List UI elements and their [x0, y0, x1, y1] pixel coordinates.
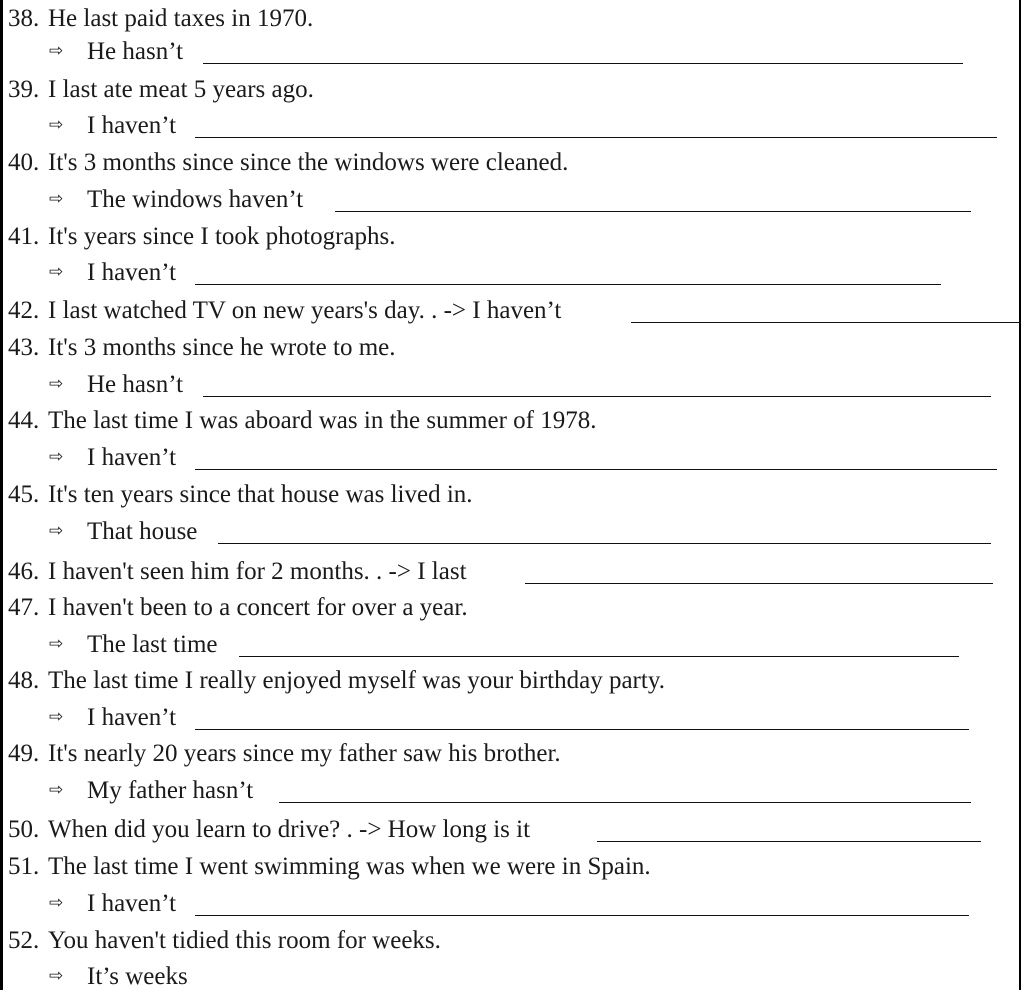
answer-row-51 [3, 885, 1019, 922]
answer-blank[interactable] [195, 915, 969, 916]
item-number: 39. [8, 76, 40, 103]
exercise-item-38 [3, 0, 1019, 37]
item-number: 48. [8, 667, 40, 694]
item-number: 47. [8, 594, 40, 621]
answer-prompt: The windows haven’t [87, 186, 304, 213]
item-number: 41. [8, 223, 40, 250]
answer-prompt: The last time [87, 631, 218, 658]
answer-row-40 [3, 181, 1019, 218]
item-sentence: The last time I was aboard was in the summer of 1978. [48, 407, 597, 434]
exercise-item-42 [3, 292, 1019, 329]
arrow-icon: ⇨ [49, 41, 64, 61]
answer-row-44 [3, 439, 1019, 476]
exercise-item-44 [3, 402, 1019, 439]
item-sentence: I last ate meat 5 years ago. [48, 76, 314, 103]
answer-blank[interactable] [631, 322, 1021, 323]
item-sentence: When did you learn to drive? . -> How long is it [48, 816, 531, 843]
item-number: 44. [8, 407, 40, 434]
item-number: 38. [8, 5, 40, 32]
item-number: 43. [8, 334, 40, 361]
exercise-item-41 [3, 218, 1019, 255]
item-sentence: It's ten years since that house was lived in. [48, 481, 473, 508]
answer-prompt: I haven’t [87, 890, 177, 917]
answer-blank[interactable] [195, 469, 997, 470]
answer-row-45 [3, 513, 1019, 550]
item-sentence: It's years since I took photographs. [48, 223, 396, 250]
answer-row-48 [3, 699, 1019, 736]
arrow-icon: ⇨ [49, 707, 64, 727]
arrow-icon: ⇨ [49, 189, 64, 209]
item-sentence: It's 3 months since since the windows were cleaned. [48, 149, 569, 176]
exercise-item-47 [3, 589, 1019, 626]
arrow-icon: ⇨ [49, 447, 64, 467]
answer-row-52 [3, 958, 1019, 995]
exercise-item-50 [3, 811, 1019, 848]
exercise-item-48 [3, 662, 1019, 699]
arrow-icon: ⇨ [49, 780, 64, 800]
item-sentence: It's 3 months since he wrote to me. [48, 334, 396, 361]
answer-row-47 [3, 626, 1019, 663]
answer-blank[interactable] [239, 656, 959, 657]
answer-blank[interactable] [335, 211, 971, 212]
arrow-icon: ⇨ [49, 521, 64, 541]
item-sentence: I haven't seen him for 2 months. . -> I last [48, 558, 467, 585]
exercise-item-40 [3, 144, 1019, 181]
item-number: 46. [8, 558, 40, 585]
exercise-item-46 [3, 553, 1019, 590]
answer-prompt: I haven’t [87, 112, 177, 139]
item-number: 40. [8, 149, 40, 176]
item-number: 45. [8, 481, 40, 508]
item-sentence: I last watched TV on new years's day. . -> I haven’t [48, 297, 562, 324]
answer-blank[interactable] [597, 841, 981, 842]
item-sentence: The last time I went swimming was when we were in Spain. [48, 853, 651, 880]
answer-row-38 [3, 33, 1019, 70]
exercise-item-45 [3, 476, 1019, 513]
answer-prompt: He hasn’t [87, 38, 184, 65]
exercise-item-52 [3, 922, 1019, 959]
item-number: 51. [8, 853, 40, 880]
arrow-icon: ⇨ [49, 115, 64, 135]
item-sentence: He last paid taxes in 1970. [48, 5, 314, 32]
item-sentence: You haven't tidied this room for weeks. [48, 927, 441, 954]
answer-blank[interactable] [203, 63, 963, 64]
item-sentence: I haven't been to a concert for over a year. [48, 594, 468, 621]
answer-blank[interactable] [525, 583, 993, 584]
arrow-icon: ⇨ [49, 966, 64, 986]
item-number: 49. [8, 740, 40, 767]
answer-prompt: It’s weeks [87, 963, 188, 990]
answer-prompt: He hasn’t [87, 371, 184, 398]
arrow-icon: ⇨ [49, 634, 64, 654]
answer-row-41 [3, 254, 1019, 291]
arrow-icon: ⇨ [49, 262, 64, 282]
answer-row-39 [3, 107, 1019, 144]
answer-prompt: That house [87, 518, 198, 545]
item-sentence: It's nearly 20 years since my father saw his brother. [48, 740, 561, 767]
item-number: 42. [8, 297, 40, 324]
answer-blank[interactable] [279, 802, 971, 803]
item-number: 52. [8, 927, 40, 954]
answer-blank[interactable] [195, 729, 969, 730]
answer-blank[interactable] [218, 543, 991, 544]
exercise-item-51 [3, 848, 1019, 885]
item-sentence: The last time I really enjoyed myself was your birthday party. [48, 667, 665, 694]
exercise-item-49 [3, 735, 1019, 772]
answer-blank[interactable] [195, 284, 941, 285]
arrow-icon: ⇨ [49, 893, 64, 913]
answer-row-43 [3, 366, 1019, 403]
answer-prompt: I haven’t [87, 444, 177, 471]
exercise-item-43 [3, 329, 1019, 366]
answer-row-49 [3, 772, 1019, 809]
item-number: 50. [8, 816, 40, 843]
answer-blank[interactable] [195, 137, 997, 138]
answer-prompt: I haven’t [87, 704, 177, 731]
answer-prompt: My father hasn’t [87, 777, 254, 804]
exercise-item-39 [3, 71, 1019, 108]
answer-blank[interactable] [203, 396, 991, 397]
arrow-icon: ⇨ [49, 374, 64, 394]
answer-prompt: I haven’t [87, 259, 177, 286]
